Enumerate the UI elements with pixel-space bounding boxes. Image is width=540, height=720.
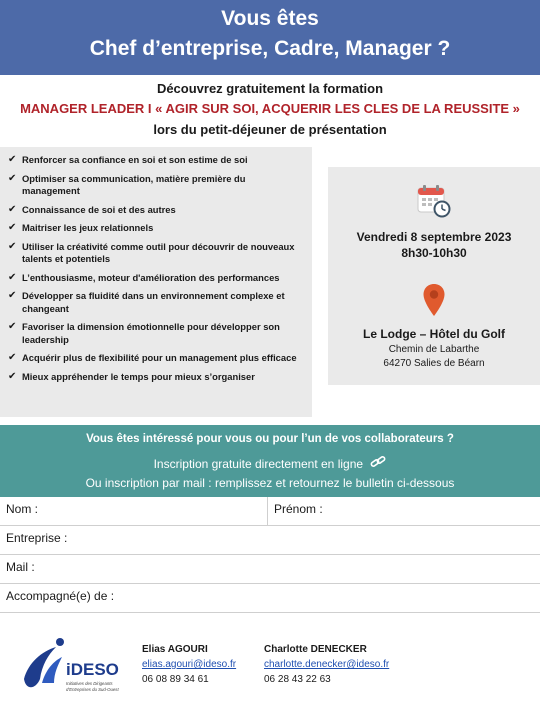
event-time: 8h30-10h30 (401, 246, 467, 260)
checkmark-icon: ✔ (8, 370, 17, 382)
entreprise-field[interactable]: Entreprise : (6, 531, 68, 545)
header-line-2: Chef d’entreprise, Cadre, Manager ? (89, 37, 451, 60)
checkmark-icon: ✔ (8, 321, 17, 332)
checkmark-icon: ✔ (8, 154, 17, 165)
contact-name: Charlotte DENECKER (264, 644, 367, 655)
contact-charlotte (264, 642, 389, 687)
contact-phone: 06 08 89 34 61 (142, 674, 209, 685)
header-banner (0, 0, 540, 75)
benefit-item: ✔ Maitriser les jeux relationnels (8, 222, 154, 233)
intro-line-1: Découvrez gratuitement la formation (156, 81, 384, 96)
benefits-list (0, 147, 312, 417)
contact-name: Elias AGOURI (142, 644, 208, 655)
event-panel (328, 167, 540, 385)
footer (0, 625, 540, 720)
checkmark-icon: ✔ (8, 240, 17, 252)
form-row-accompagne (0, 584, 540, 613)
nom-field[interactable]: Nom : (6, 502, 39, 516)
benefit-item: ✔ Acquérir plus de flexibilité pour un management plus efficace (8, 352, 297, 363)
event-venue: Le Lodge – Hôtel du Golf (363, 327, 505, 341)
svg-text:d'Entreprises du Sud-Ouest: d'Entreprises du Sud-Ouest (66, 687, 119, 692)
benefit-item: ✔ L’enthousiasme, moteur d'amélioration des performances (8, 271, 280, 283)
checkmark-icon: ✔ (8, 203, 17, 215)
accompagne-field[interactable]: Accompagné(e) de : (6, 589, 115, 603)
registration-banner (0, 425, 540, 497)
checkmark-icon: ✔ (8, 271, 17, 283)
form-row-mail (0, 555, 540, 584)
event-date: Vendredi 8 septembre 2023 8h30-10h30 (328, 229, 540, 261)
checkmark-icon: ✔ (8, 290, 17, 301)
benefit-item: ✔ Optimiser sa communication, matière première du management (8, 172, 246, 196)
checkmark-icon: ✔ (8, 352, 17, 363)
calendar-clock-icon (416, 183, 452, 219)
benefit-item: ✔ Utiliser la créativité comme outil pour découvrir de nouveaux talents et potentiels (8, 240, 295, 264)
svg-text:Initiatives des Dirigeants: Initiatives des Dirigeants (66, 681, 113, 686)
form-row-name (0, 497, 540, 526)
benefit-item: ✔ Mieux appréhender le temps pour mieux s’organiser (8, 370, 255, 382)
contact-phone: 06 28 43 22 63 (264, 674, 331, 685)
registration-form (0, 497, 540, 613)
contact-elias (142, 642, 236, 687)
logo-text: iDESO (66, 660, 119, 679)
event-address: Chemin de Labarthe 64270 Salies de Béarn (383, 344, 485, 369)
training-title: MANAGER LEADER I « AGIR SUR SOI, ACQUERIR LES CLES DE LA REUSSITE » (20, 101, 520, 116)
registration-question: Vous êtes intéressé pour vous ou pour l’un de vos collaborateurs ? (86, 433, 454, 445)
mail-field[interactable]: Mail : (6, 560, 35, 574)
benefit-item: ✔ Renforcer sa confiance en soi et son estime de soi (8, 154, 248, 165)
contact-email-link[interactable]: charlotte.denecker@ideso.fr (264, 659, 390, 670)
map-pin-icon (422, 283, 446, 317)
benefit-item: ✔ Favoriser la dimension émotionnelle pour développer son leadership (8, 321, 280, 345)
checkmark-icon: ✔ (8, 172, 17, 184)
prenom-field[interactable]: Prénom : (274, 502, 323, 516)
intro-line-3: lors du petit-déjeuner de présentation (153, 122, 387, 137)
ideso-logo (18, 633, 126, 705)
form-row-entreprise (0, 526, 540, 555)
header-line-1: Vous êtes (221, 7, 319, 30)
link-icon[interactable] (370, 455, 386, 469)
contact-email-link[interactable]: elias.agouri@ideso.fr (142, 659, 237, 670)
checkmark-icon: ✔ (8, 222, 17, 233)
mail-registration-text: Ou inscription par mail : remplissez et retournez le bulletin ci-dessous (85, 476, 455, 490)
benefit-item: ✔ Connaissance de soi et des autres (8, 203, 176, 215)
field-divider (267, 497, 268, 526)
benefit-item: ✔ Développer sa fluidité dans un environnement complexe et changeant (8, 290, 285, 314)
intro-section (0, 80, 540, 139)
online-registration-link[interactable]: Inscription gratuite directement en ligne (0, 455, 540, 472)
